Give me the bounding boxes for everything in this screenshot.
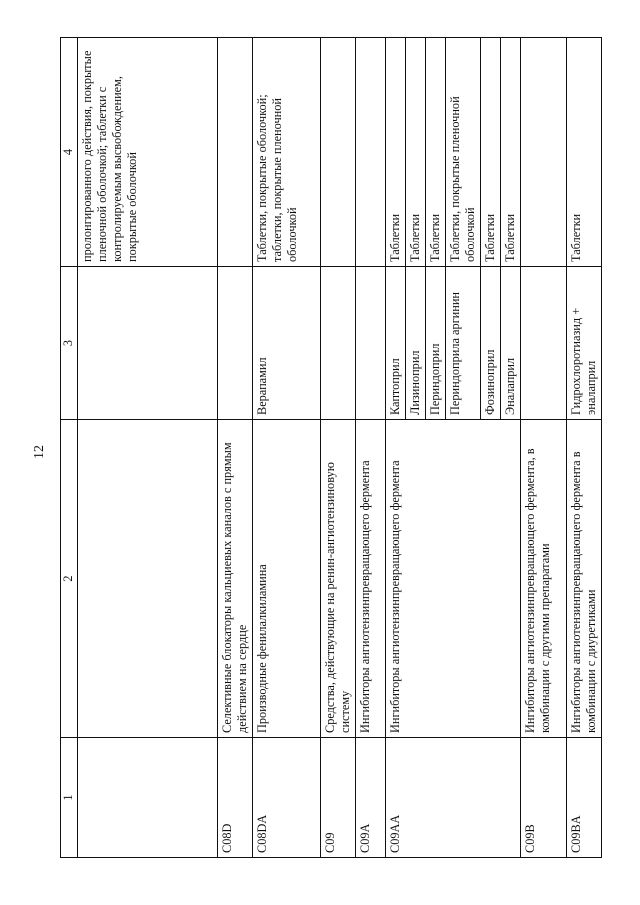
drug-cell: Фозиноприл — [481, 267, 501, 420]
table-row — [356, 38, 386, 858]
dosage-form-cell: Таблетки — [567, 38, 602, 267]
group-cell: Ингибиторы ангиотензинпревращающего фермента — [356, 420, 386, 738]
atc-code-cell: C09BA — [567, 738, 602, 858]
dosage-form-cell — [521, 38, 567, 267]
dosage-form-cell: Таблетки — [501, 38, 521, 267]
group-cell: Селективные блокаторы кальциевых каналов с прямым действием на сердце — [218, 420, 253, 738]
drug-cell: Лизиноприл — [406, 267, 426, 420]
drug-cell: Периндоприл — [426, 267, 446, 420]
dosage-form-cell: Таблетки — [481, 38, 501, 267]
dosage-form-cell: Таблетки, покрытые оболочкой; таблетки, покрытые пленочной оболочкой — [253, 38, 321, 267]
header-col-1: 1 — [61, 738, 78, 858]
table-row — [253, 38, 321, 858]
atc-code-cell: C09A — [356, 738, 386, 858]
table-row — [567, 38, 602, 858]
drug-cell: Эналаприл — [501, 267, 521, 420]
dosage-form-cell — [218, 38, 253, 267]
header-col-3: 3 — [61, 267, 78, 420]
group-cell: Производные фенилалкиламина — [253, 420, 321, 738]
table-row — [321, 38, 356, 858]
drug-cell: Верапамил — [253, 267, 321, 420]
dosage-form-cell — [321, 38, 356, 267]
table-row — [78, 38, 218, 858]
atc-code-cell: C09B — [521, 738, 567, 858]
group-cell: Ингибиторы ангиотензинпревращающего фермента в комбинации с диуретиками — [567, 420, 602, 738]
table-row — [218, 38, 253, 858]
atc-code-cell: C08DA — [253, 738, 321, 858]
dosage-form-cell: Таблетки — [386, 38, 406, 267]
rotated-page-content — [60, 38, 598, 858]
drug-cell: Гидрохлоротиазид + эналаприл — [567, 267, 602, 420]
dosage-form-cell — [356, 38, 386, 267]
dosage-form-cell: Таблетки — [426, 38, 446, 267]
group-cell — [78, 420, 218, 738]
group-cell: Ингибиторы ангиотензинпревращающего фермента — [386, 420, 521, 738]
drug-cell — [521, 267, 567, 420]
atc-code-cell: C09AA — [386, 738, 521, 858]
atc-code-cell — [78, 738, 218, 858]
drug-cell — [321, 267, 356, 420]
drug-cell: Периндоприла аргинин — [446, 267, 481, 420]
atc-code-cell: C08D — [218, 738, 253, 858]
table-row — [521, 38, 567, 858]
drug-cell: Каптоприл — [386, 267, 406, 420]
header-col-4: 4 — [61, 38, 78, 267]
header-row — [61, 38, 78, 858]
dosage-form-cell: пролонгированного действия, покрытые пленочной оболочкой; таблетки с контролируемым высвобождением, покрытые оболочкой — [78, 38, 218, 267]
dosage-form-cell: Таблетки, покрытые пленочной оболочкой — [446, 38, 481, 267]
drug-table — [60, 37, 602, 858]
dosage-form-cell: Таблетки — [406, 38, 426, 267]
atc-code-cell: C09 — [321, 738, 356, 858]
page-number: 12 — [32, 445, 47, 459]
header-col-2: 2 — [61, 420, 78, 738]
drug-cell — [356, 267, 386, 420]
drug-cell — [218, 267, 253, 420]
group-cell: Средства, действующие на ренин-ангиотензиновую систему — [321, 420, 356, 738]
drug-cell — [78, 267, 218, 420]
table-row — [386, 38, 406, 858]
group-cell: Ингибиторы ангиотензинпревращающего фермента, в комбинации с другими препаратами — [521, 420, 567, 738]
